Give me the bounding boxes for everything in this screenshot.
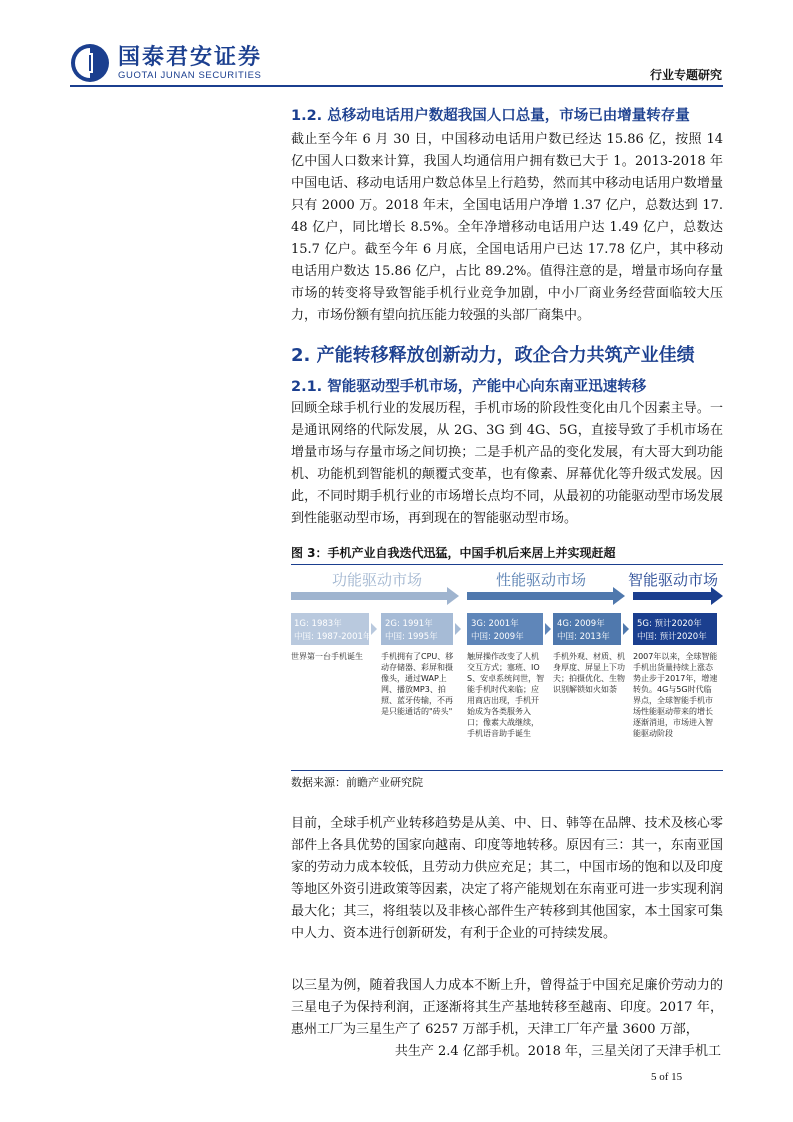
figure-bottom-rule [291,770,723,771]
stage-box-4g [553,613,621,645]
stage-3g-line2: 中国: 2009年 [471,632,524,642]
phone-evolution-diagram [291,567,723,767]
section-2-1 [291,375,723,530]
arrow-4g-5g [623,623,629,635]
samsung-example-paragraph: 以三星为例，随着我国人力成本不断上升，曾得益于中国充足廉价劳动力的三星电子为保持利润，正逐渐将其生产基地转移至越南、印度。2017 年，惠州工厂为三星生产了 6257 万部手机，天津工厂年产量 3600 万部， [291,978,723,1037]
stage-4g-description: 手机外观、材质、机身厚度、屏显上下功夫；拍摄优化、生物识别解锁如火如荼 [553,652,625,694]
stage-4g-line2: 中国: 2013年 [557,632,610,642]
company-logo [70,43,262,83]
stage-2g-line2: 中国: 1995年 [385,632,438,642]
section-2-1-heading: 2.1. 智能驱动型手机市场，产能中心向东南亚迅速转移 [291,379,647,395]
after-figure-paragraph-2 [291,975,723,1063]
phase-label-function: 功能驱动市场 [331,571,423,589]
timeline-arrow-performance [467,587,625,605]
stage-5g-line2: 中国: 预计2020年 [637,632,707,642]
section-1-2-body: 截止至今年 6 月 30 日，中国移动电话用户数已经达 15.86 亿，按照 14 亿中国人口数来计算，我国人均通信用户拥有数已大于 1。2013-2018 年中国电话、移动电话用户数总体呈上行趋势，然而其中移动电话用户数增量只有 2000 万。2018 年末，全国电话用户净增 1.37 亿户，总数达到 17.48 亿户，同比增长 8.5%。全年净增移动电话用户达 1.49 亿户，总数达 15.7 亿户。截至今年 6 月底，全国电话用户已达 17.78 亿户，其中移动电话用户数达 15.86 亿户，占比 89.2%。值得注意的是，增量市场向存量市场的转变将导致智能手机行业竞争加剧，中小厂商业务经营面临较大压力，市场份额有望向抗压能力较强的头部厂商集中。 [291,132,723,323]
arrow-3g-4g [545,623,551,635]
section-1-2-heading: 1.2. 总移动电话用户数超我国人口总量，市场已由增量转存量 [291,108,690,124]
guotai-junan-logo-icon [70,43,110,83]
stage-3g-line1: 3G: 2001年 [471,619,519,629]
logo-chinese-name: 国泰君安证券 [118,44,263,70]
logo-english-name: GUOTAI JUNAN SECURITIES [118,69,262,81]
stage-box-1g [291,613,372,645]
offshoring-reasons-paragraph: 目前，全球手机产业转移趋势是从美、中、日、韩等在品牌、技术及核心零部件上各具优势的国家向越南、印度等地转移。原因有三：其一，东南亚国家的劳动力成本较低，且劳动力供应充足；其二，中国市场的饱和以及印度等地区外资引进政策等因素，决定了将产能规划在东南亚可进一步实现利润最大化；其三，将组装以及非核心部件生产转移到其他国家，本土国家可集中人力、资本进行创新研发，有利于企业的可持续发展。 [291,816,723,941]
stage-3g-description: 触屏操作改变了人机交互方式；塞班、IOS、安卓系统问世，智能手机时代来临；应用商店出现，手机开始成为各类服务入口；像素大战继续，手机语音助手诞生 [467,652,545,738]
phase-label-performance: 性能驱动市场 [495,571,587,589]
section-2-heading: 2. 产能转移释放创新动力，政企合力共筑产业佳绩 [291,345,695,366]
figure-caption: 图 3：手机产业自我迭代迅猛，中国手机后来居上并实现赶超 [291,546,616,560]
arrow-2g-3g [455,623,461,635]
stage-2g-description: 手机拥有了CPU、移动存储器、彩屏和摄像头，通过WAP上网、播放MP3、拍照、蓝牙传输，不再是只能通话的"砖头" [381,652,454,716]
stage-1g-line1: 1G: 1983年 [294,619,342,629]
timeline-arrow-smart [633,587,723,605]
stage-5g-line1: 5G: 预计2020年 [637,619,702,629]
figure-source: 数据来源：前瞻产业研究院 [291,776,423,789]
figure-3 [291,544,723,794]
stage-5g-description: 2007年以来，全球智能手机出货量持续上涨态势止步于2017年，增速转负。4G与5G时代临界点，全球智能手机市场性能驱动带来的增长逐渐消退，市场进入智能驱动阶段 [633,652,718,738]
page-number: 5 of 15 [651,1071,683,1083]
stage-1g-description: 世界第一台手机诞生 [291,652,363,661]
arrow-1g-2g [371,623,377,635]
document-type: 行业专题研究 [649,68,722,82]
figure-top-rule [291,564,723,565]
section-2 [291,341,723,367]
section-2-1-body: 回顾全球手机行业的发展历程，手机市场的阶段性变化由几个因素主导。一是通讯网络的代际发展，从 2G、3G 到 4G、5G，直接导致了手机市场在增量市场与存量市场之间切换；二是手机产品的变化发展，有大哥大到功能机、功能机到智能机的颠覆式变革，也有像素、屏幕优化等升级式发展。因此，不同时期手机行业的市场增长点均不同，从最初的功能驱动型市场发展到性能驱动型市场，再到现在的智能驱动型市场。 [291,401,723,526]
after-figure-paragraph-1 [291,813,723,945]
section-1-2 [291,104,723,327]
header-divider [70,85,723,87]
timeline-arrow-function [291,587,459,605]
stage-1g-line2: 中国: 1987-2001年 [294,632,372,642]
stage-box-5g [633,613,717,645]
stage-2g-line1: 2G: 1991年 [385,619,433,629]
samsung-example-paragraph-cont: 共生产 2.4 亿部手机。2018 年，三星关闭了天津手机工 [394,1044,721,1059]
stage-4g-line1: 4G: 2009年 [557,619,605,629]
phase-label-smart: 智能驱动市场 [627,571,719,589]
stage-box-3g [467,613,543,645]
stage-box-2g [381,613,453,645]
